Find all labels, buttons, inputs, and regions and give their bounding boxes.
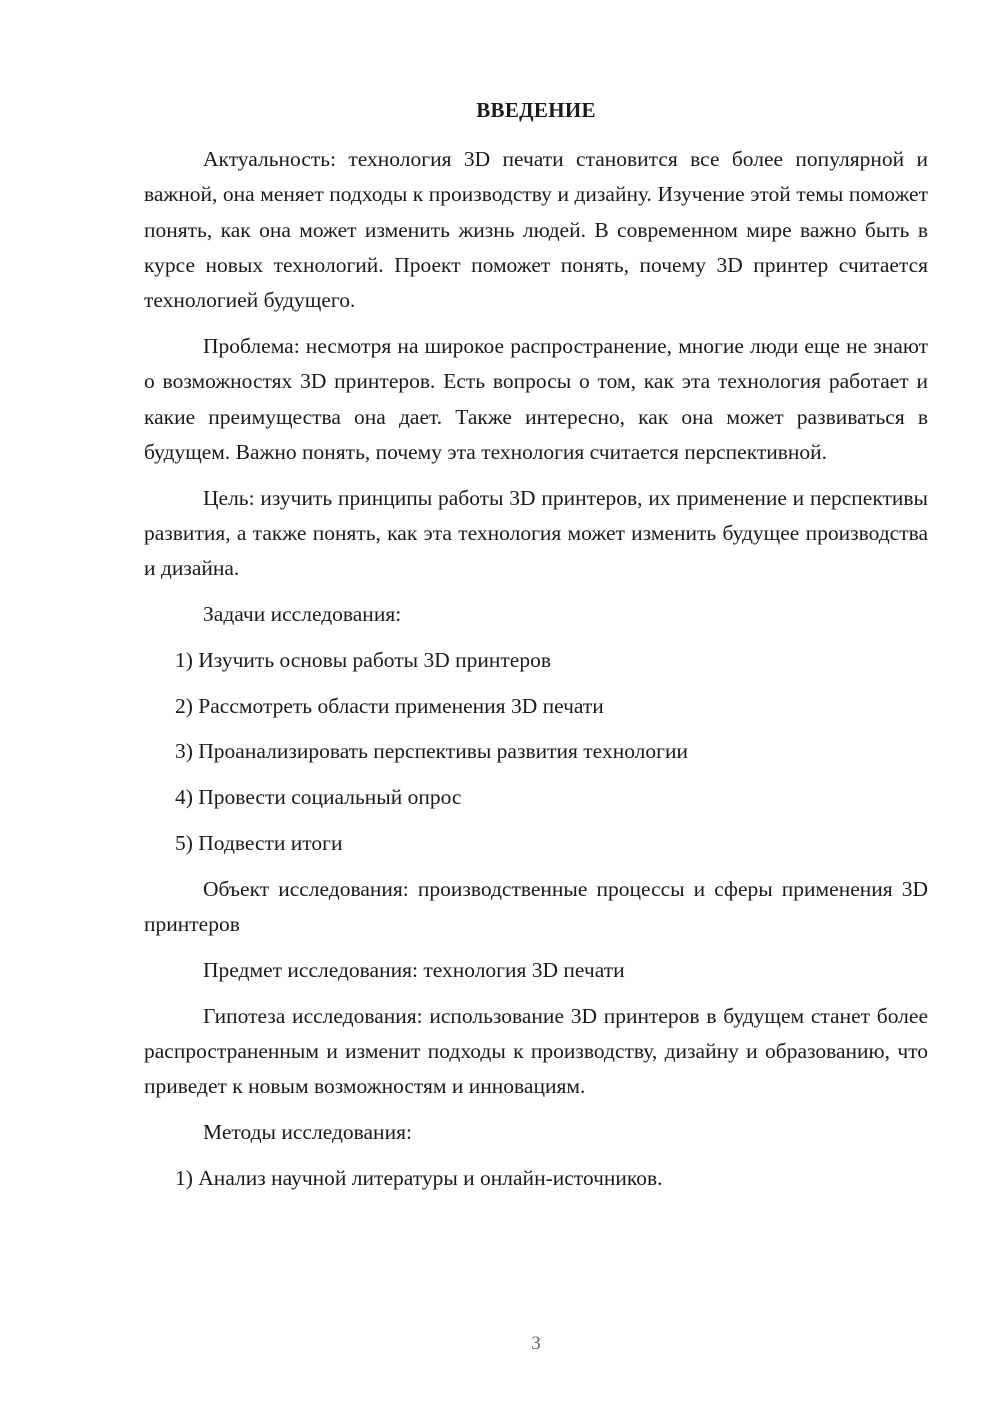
- tasks-heading: Задачи исследования:: [203, 602, 402, 627]
- goal-paragraph: Цель: изучить принципы работы 3D принтеров, их применение и перспективы развития, а также понять, как эта технология может изменить будущее производства и дизайна.: [144, 485, 928, 581]
- list-item: 1) Изучить основы работы 3D принтеров: [175, 647, 551, 672]
- list-item: 1) Анализ научной литературы и онлайн-источников.: [175, 1165, 663, 1190]
- problem-paragraph: Проблема: несмотря на широкое распространение, многие люди еще не знают о возможностях 3D принтеров. Есть вопросы о том, как эта технология работает и какие преимущества она дает. Также интересно, как она может развиваться в будущем. Важно понять, почему эта технология считается перспективной.: [144, 333, 928, 464]
- subject-paragraph: Предмет исследования: технология 3D печати: [203, 957, 625, 982]
- tasks-list: [144, 643, 928, 861]
- hypothesis-paragraph: Гипотеза исследования: использование 3D принтеров в будущем станет более распространенным и изменит подходы к производству, дизайну и образованию, что приведет к новым возможностям и инновациям.: [144, 1003, 928, 1099]
- list-item: 3) Проанализировать перспективы развития технологии: [175, 739, 688, 764]
- object-paragraph: Объект исследования: производственные процессы и сферы применения 3D принтеров: [144, 876, 928, 937]
- methods-list: [144, 1161, 928, 1196]
- methods-heading: Методы исследования:: [203, 1120, 412, 1145]
- list-item: 4) Провести социальный опрос: [175, 785, 462, 810]
- relevance-paragraph: Актуальность: технология 3D печати становится все более популярной и важной, она меняет подходы к производству и дизайну. Изучение этой темы поможет понять, как она может изменить жизнь людей. В современном мире важно быть в курсе новых технологий. Проект поможет понять, почему 3D принтер считается технологией будущего.: [144, 147, 928, 313]
- page-title: ВВЕДЕНИЕ: [476, 98, 596, 122]
- list-item: 2) Рассмотреть области применения 3D печати: [175, 693, 604, 718]
- list-item: 5) Подвести итоги: [175, 831, 343, 856]
- document-body: [144, 142, 928, 1207]
- page-number: 3: [531, 1333, 541, 1354]
